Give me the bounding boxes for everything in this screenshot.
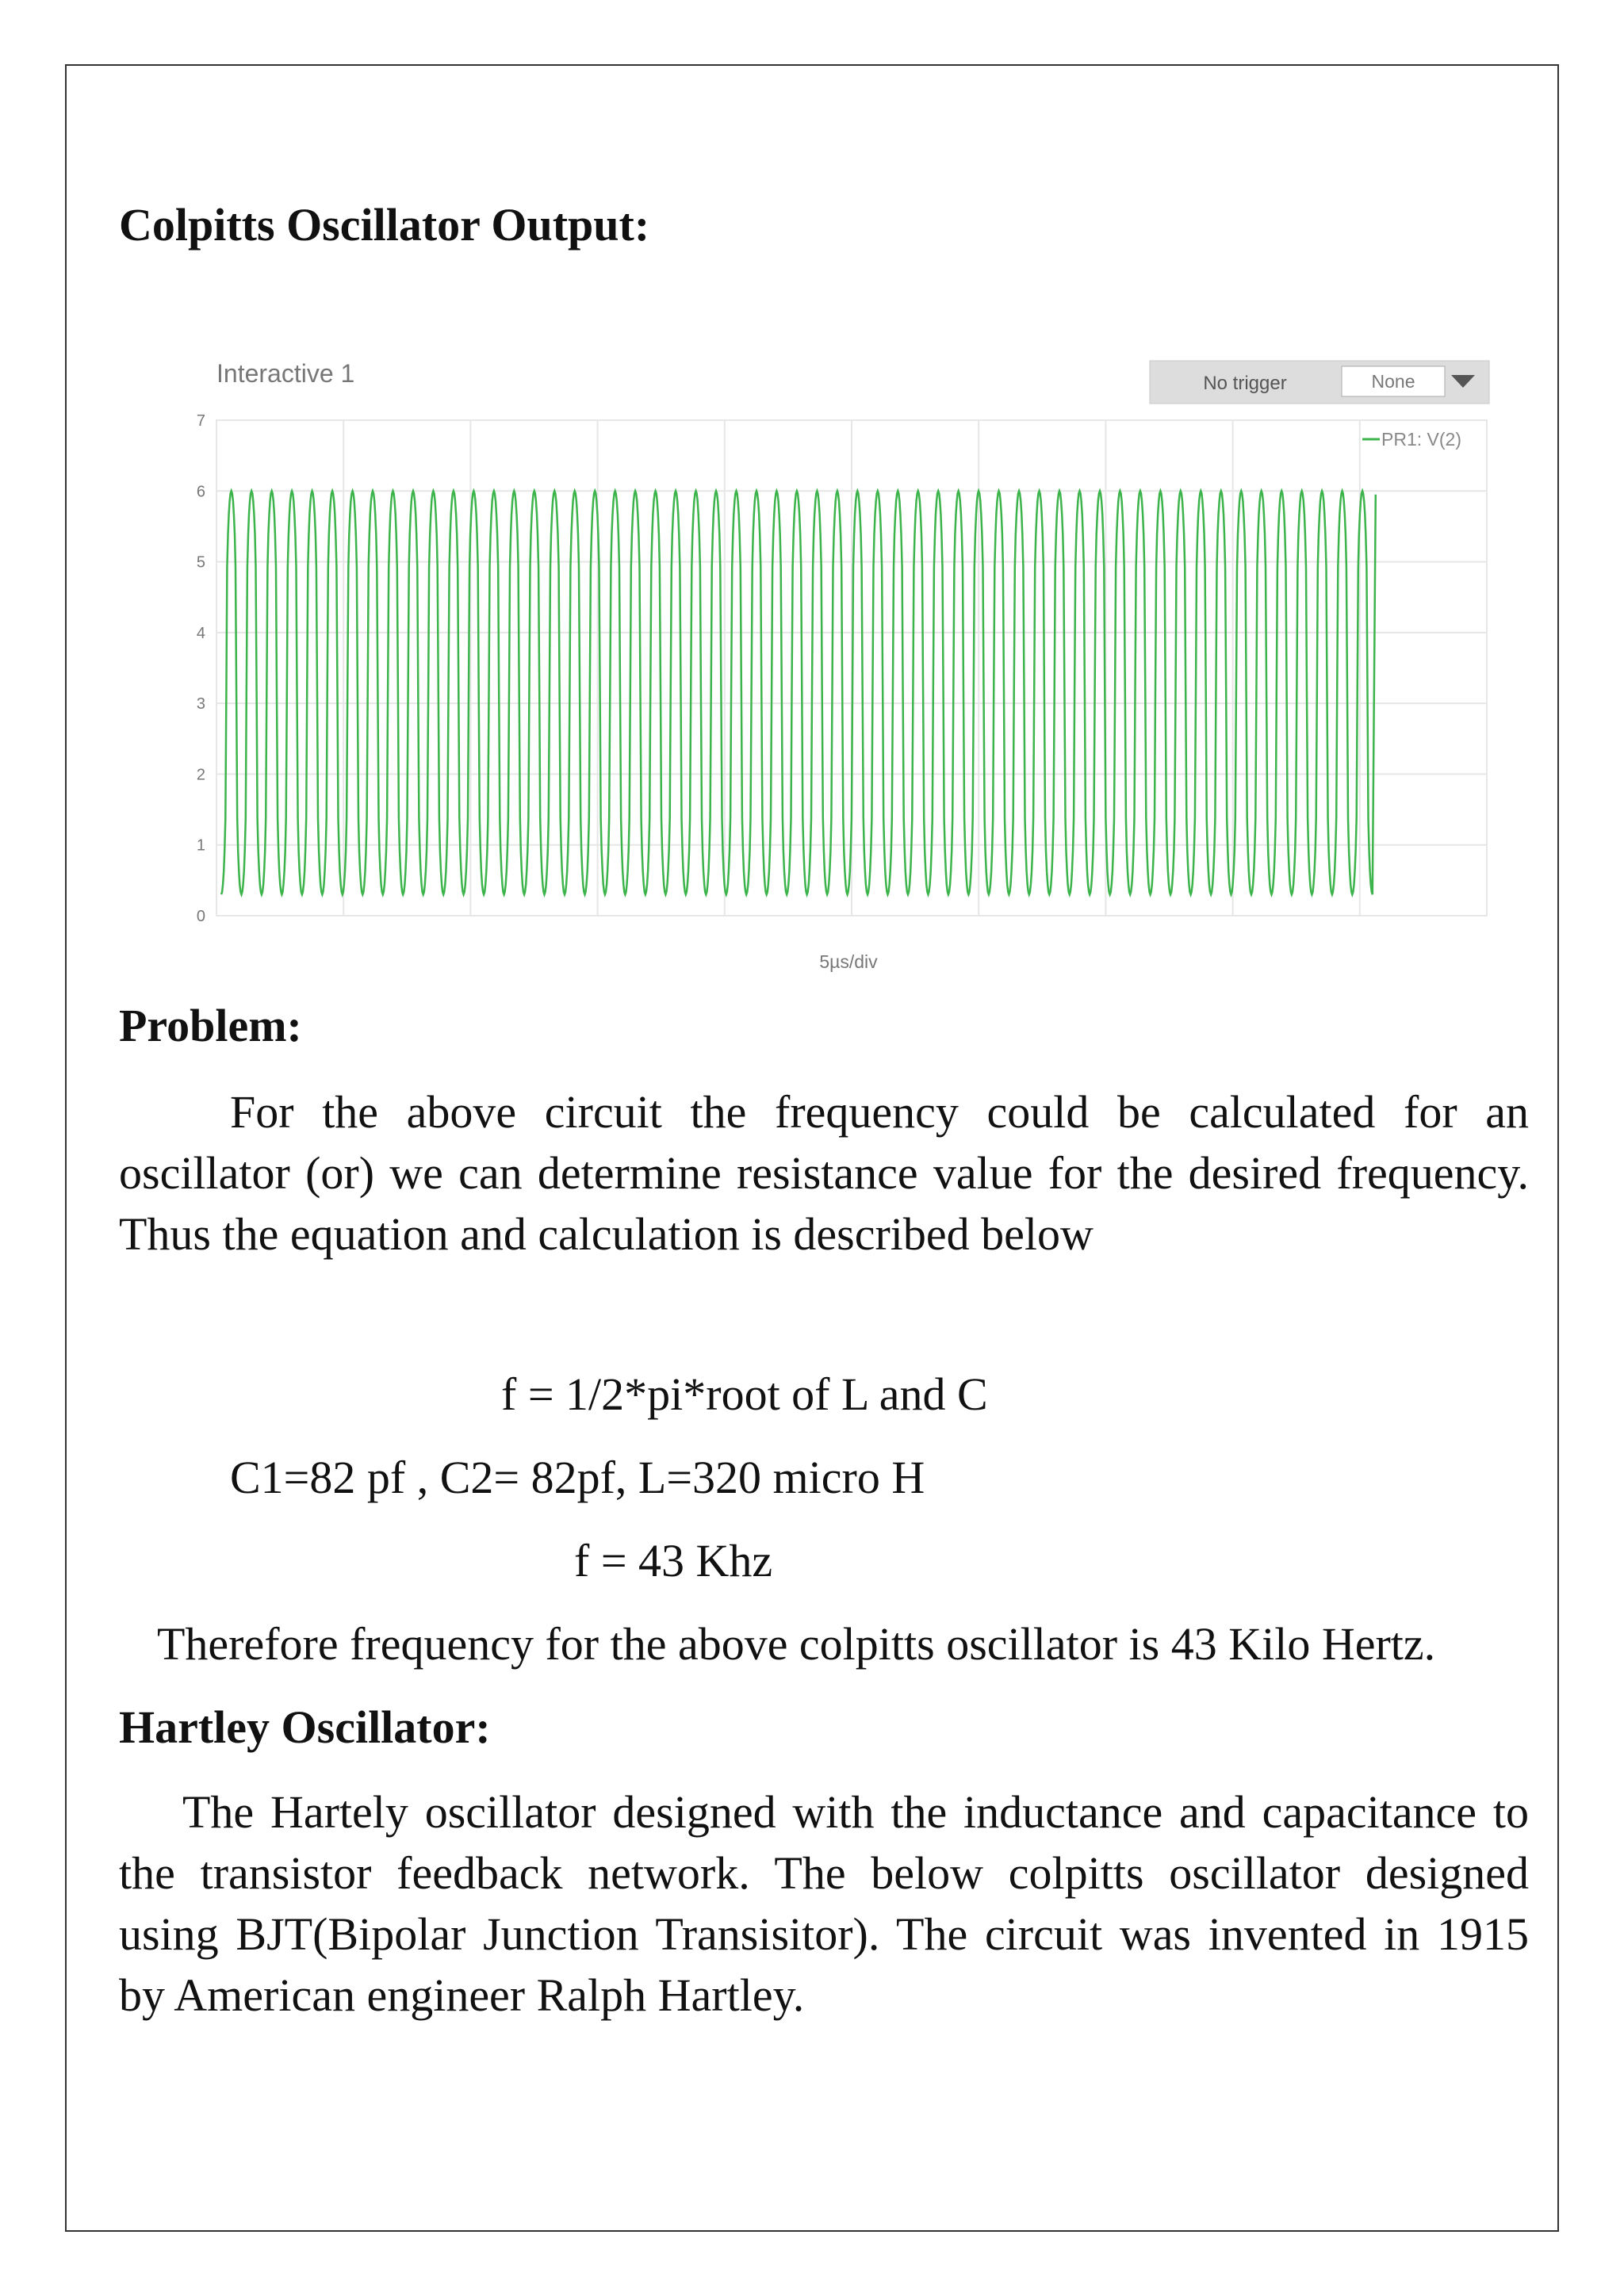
y-axis-ticks [197, 412, 205, 925]
y-tick-label: 0 [196, 908, 205, 925]
trigger-select-value: None [1371, 371, 1415, 392]
heading-problem: Problem: [119, 1000, 302, 1051]
y-tick-label: 6 [196, 483, 205, 501]
x-axis-caption: 5µs/div [819, 951, 878, 972]
y-tick-label: 4 [196, 624, 205, 642]
heading-hartley: Hartley Oscillator: [119, 1701, 491, 1753]
y-tick-label: 3 [196, 695, 205, 714]
hartley-paragraph: The Hartely oscillator designed with the inductance and capacitance to the transistor feedback network. The below colpitts oscillator designed using BJT(Bipolar Junction Transisitor). The circuit was invented in 1915 by American engineer Ralph Hartley. [119, 1786, 1529, 2021]
trigger-label: No trigger [1203, 373, 1287, 394]
y-tick-label: 7 [196, 412, 205, 430]
oscilloscope-chart [127, 349, 1499, 983]
formula: f = 1/2*pi*root of L and C [501, 1368, 988, 1420]
heading-colpitts-output: Colpitts Oscillator Output: [119, 199, 650, 251]
y-tick-label: 5 [196, 553, 205, 572]
conclusion: Therefore frequency for the above colpitts oscillator is 43 Kilo Hertz. [157, 1618, 1436, 1670]
y-tick-label: 2 [196, 766, 205, 784]
result: f = 43 Khz [574, 1535, 773, 1586]
series-trace [221, 491, 1376, 894]
scope-title: Interactive 1 [216, 359, 355, 388]
y-tick-label: 1 [196, 836, 205, 855]
problem-paragraph: For the above circuit the frequency could be calculated for an oscillator (or) we can determine resistance value for the desired frequency. Thus the equation and calculation is described below [119, 1086, 1529, 1260]
legend-label: PR1: V(2) [1381, 429, 1461, 450]
component-values: C1=82 pf , C2= 82pf, L=320 micro H [230, 1452, 925, 1503]
